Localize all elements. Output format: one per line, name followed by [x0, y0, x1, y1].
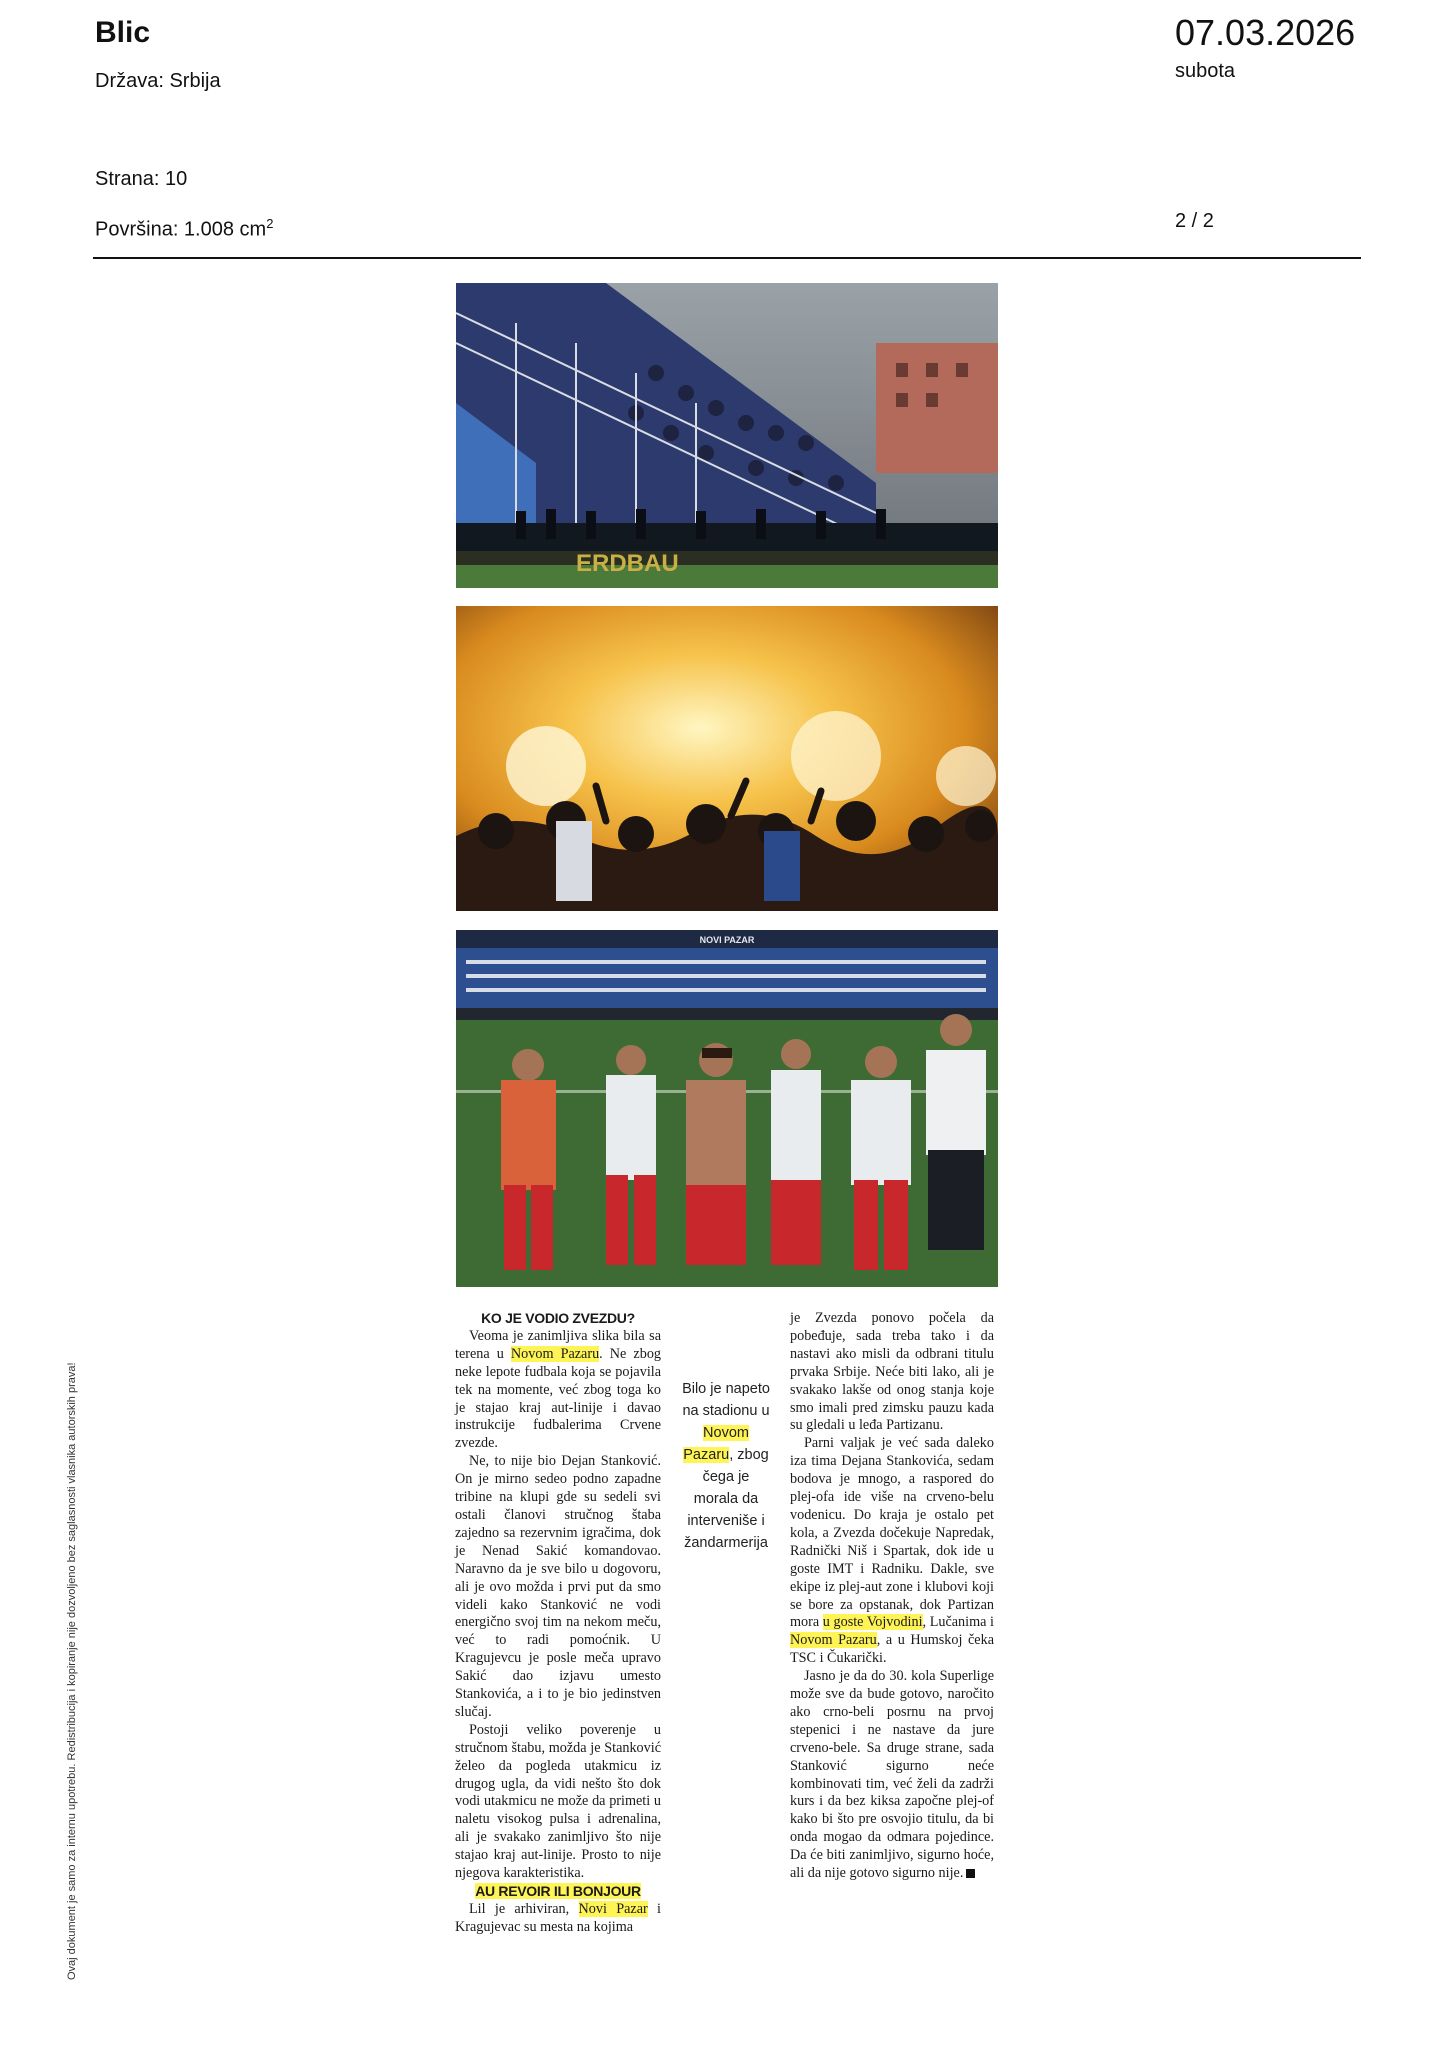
photo1-banner-text: ERDBAU — [576, 550, 679, 577]
article-column-1 — [455, 1310, 661, 1937]
issue-weekday: subota — [1175, 60, 1236, 82]
highlighted-term: Novi Pazar — [578, 1900, 648, 1917]
highlighted-heading: AU REVOIR ILI BONJOUR — [475, 1883, 641, 1899]
highlighted-term: Novom Pazaru — [510, 1345, 600, 1362]
highlighted-term: u goste Vojvodini — [822, 1614, 923, 1631]
area-label — [95, 216, 273, 242]
text-run: Jasno je da do 30. kola Superlige može sve da bude gotovo, naročito ako crno-beli posrnu na prvoj stepenici i ne nastave da jure crveno-bele. Sa druge strane, sada Stanković sigurno neće kombinovati tim, već želi da zadrži kurs i da bez kiksa započne plej-of kako bi što pre osvojio titulu, da bi onda mogao da odmara pojedince. Da će biti zanimljivo, sigurno hoće, ali da nije gotovo sigurno nije. — [790, 1668, 994, 1882]
text-run: Lil je arhiviran, — [469, 1900, 579, 1917]
text-run: . Ne zbog neke lepote fudbala koja se pojavila tek na momente, već zbog toga ko je stajao kraj aut-linije i davao instrukcije fudbalerima Crvene zvezde. — [455, 1345, 662, 1452]
text-run: , zbog čega je morala da interveniše i žandarmerija — [684, 1447, 769, 1551]
highlighted-term: Novom Pazaru — [790, 1632, 877, 1649]
subheading-ko-je-vodio-zvezdu: KO JE VODIO ZVEZDU? — [481, 1310, 635, 1326]
copyright-note: Ovaj dokument je samo za internu upotrebu. Redistribucija i kopiranje nije dozvoljeno bez saglasnosti vlasnika autorskih prava! — [66, 1362, 78, 1980]
paragraph — [455, 1901, 661, 1937]
text-run: i Kragujevac su mesta na kojima — [455, 1900, 661, 1935]
photo3-banner-text: NOVI PAZAR — [699, 935, 755, 945]
photo-caption — [680, 1378, 772, 1554]
paragraph: Postoji veliko poverenje u stručnom štabu, možda je Stanković želeo da pogleda utakmicu iz drugog ugla, da vidi nešto što dok vodi utakmicu ne može da primeti u naletu visokog pulsa i adrenalina, ali je svakako zanimljivo što nije stajao kraj aut-linije. Prosto to nije njegova karakteristika. — [455, 1721, 661, 1882]
text-run: , a u Humskoj čeka TSC i Čukarički. — [790, 1632, 994, 1667]
text-run: Veoma je zanimljiva slika bila sa terena u — [455, 1327, 661, 1362]
photo-flares — [456, 606, 998, 911]
end-of-article-mark — [966, 1869, 975, 1878]
paragraph — [455, 1328, 661, 1453]
paragraph: Ne, to nije bio Dejan Stanković. On je mirno sedeo podno zapadne tribine na klupi gde su sedeli svi ostali članovi stručnog štaba zajedno sa rezervnim igračima, dok je Nenad Sakić komandovao. Naravno da je sve bilo u dogovoru, ali je ovo možda i prvi put da smo videli kako Stanković ne vodi energično svoj tim na nekom meču, već to radi pomoćnik. U Kragujevcu je posle meča upravo Sakić dao izjavu umesto Stankovića, a i to je bio jedinstven slučaj. — [455, 1453, 661, 1720]
text-run: , Lučanima i — [922, 1614, 994, 1631]
photo-fans-stands — [456, 283, 998, 588]
paragraph — [790, 1435, 994, 1668]
issue-date: 07.03.2026 — [1175, 12, 1356, 53]
header-divider — [93, 257, 1361, 259]
text-run: Bilo je napeto na stadionu u — [682, 1381, 770, 1419]
paragraph: je Zvezda ponovo počela da pobeđuje, sada treba tako i da nastavi ako misli da odbrani titulu prvaka Srbije. Neće biti lako, ali je svakako lakše od onog stanja koje smo imali pred zimsku pauzu kada su gledali u leđa Partizanu. — [790, 1310, 994, 1434]
page-number: Strana: 10 — [95, 168, 188, 190]
area-unit-sup: 2 — [266, 216, 274, 231]
highlighted-term: Novom Pazaru — [683, 1425, 749, 1463]
text-run: Parni valjak je već sada daleko iza tima Dejana Stankovića, sedam bodova je mnogo, a raspored do plej-ofa ide više na crveno-belu vodenicu. Do kraja je ostalo pet kola, a Zvezda dočekuje Napredak, Radnički Niš i Spartak, dok ide u goste IMT i Radniku. Dakle, sve ekipe iz plej-aut zone i klubovi koji se bore za opstanak, dok Partizan mora — [790, 1435, 994, 1631]
country-label: Država: Srbija — [95, 70, 221, 92]
page-count: 2 / 2 — [1175, 210, 1214, 232]
paragraph — [790, 1668, 994, 1883]
publication-name: Blic — [95, 16, 151, 49]
article-column-3 — [790, 1310, 994, 1883]
photo-players — [456, 930, 998, 1287]
subheading-au-revoir — [455, 1883, 661, 1901]
area-value: Površina: 1.008 cm — [95, 218, 267, 241]
